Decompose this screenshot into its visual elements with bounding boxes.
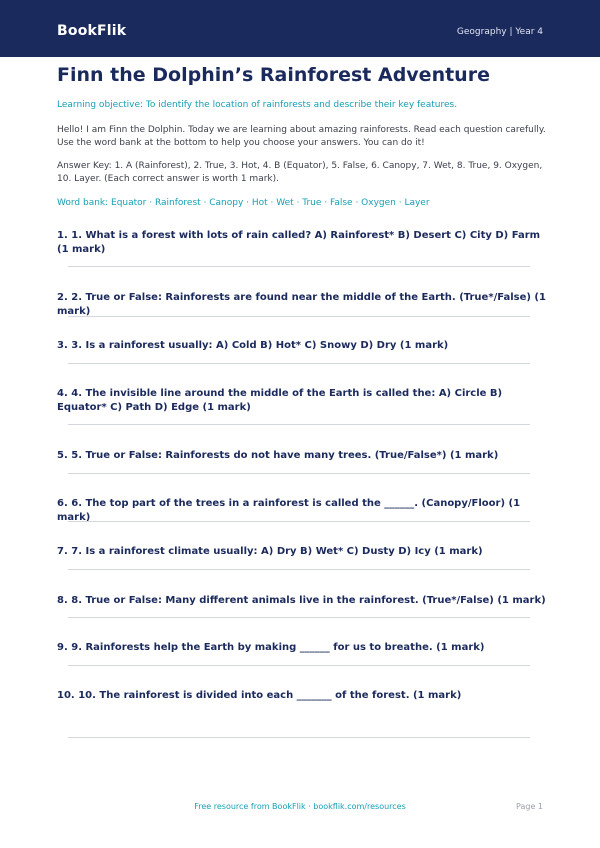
word-bank: Word bank: Equator · Rainforest · Canopy · Hot · Wet · True · False · Oxygen · Layer (57, 198, 430, 208)
question-8: 8. 8. True or False: Many different animals live in the rainforest. (True*/False) (1 mark) (57, 595, 546, 606)
question-6: 6. 6. The top part of the trees in a rainforest is called the ______. (Canopy/Floor) (1 mark) (57, 498, 521, 523)
page-number: Page 1 (516, 802, 543, 811)
answer-line-7[interactable] (68, 569, 530, 570)
question-3: 3. 3. Is a rainforest usually: A) Cold B) Hot* C) Snowy D) Dry (1 mark) (57, 340, 449, 351)
question-10: 10. 10. The rainforest is divided into each _______ of the forest. (1 mark) (57, 690, 462, 701)
question-4: 4. 4. The invisible line around the middle of the Earth is called the: A) Circle B) Equator* C) Path D) Edge (1 mark) (57, 388, 503, 413)
answer-line-5[interactable] (68, 473, 530, 474)
answer-key: Answer Key: 1. A (Rainforest), 2. True, 3. Hot, 4. B (Equator), 5. False, 6. Canopy, 7. Wet, 8. True, 9. Oxygen, 10. Layer. (Each correct answer is worth 1 mark). (57, 161, 543, 184)
answer-line-4[interactable] (68, 424, 530, 425)
answer-line-8[interactable] (68, 617, 530, 618)
answer-line-10[interactable] (68, 737, 530, 738)
question-1: 1. 1. What is a forest with lots of rain called? A) Rainforest* B) Desert C) City D) Farm (1 mark) (57, 230, 541, 255)
question-2: 2. 2. True or False: Rainforests are found near the middle of the Earth. (True*/False) (1 mark) (57, 292, 546, 317)
answer-line-9[interactable] (68, 665, 530, 666)
answer-line-2[interactable] (68, 316, 530, 317)
intro-text: Hello! I am Finn the Dolphin. Today we are learning about amazing rainforests. Read each question carefully. Use the word bank at the bottom to help you choose your answers. You can do it! (57, 125, 546, 148)
page-title: Finn the Dolphin’s Rainforest Adventure (57, 64, 490, 86)
footer-link[interactable]: Free resource from BookFlik · bookflik.com/resources (194, 802, 406, 811)
answer-line-3[interactable] (68, 363, 530, 364)
question-9: 9. 9. Rainforests help the Earth by making ______ for us to breathe. (1 mark) (57, 642, 485, 653)
question-7: 7. 7. Is a rainforest climate usually: A) Dry B) Wet* C) Dusty D) Icy (1 mark) (57, 546, 483, 557)
brand-logo-text: BookFlik (57, 23, 127, 39)
answer-line-6[interactable] (68, 521, 530, 522)
question-5: 5. 5. True or False: Rainforests do not have many trees. (True/False*) (1 mark) (57, 450, 499, 461)
learning-objective: Learning objective: To identify the location of rainforests and describe their key features. (57, 100, 458, 110)
subject-label: Geography | Year 4 (456, 27, 543, 37)
page-header (0, 0, 600, 57)
answer-line-1[interactable] (68, 266, 530, 267)
